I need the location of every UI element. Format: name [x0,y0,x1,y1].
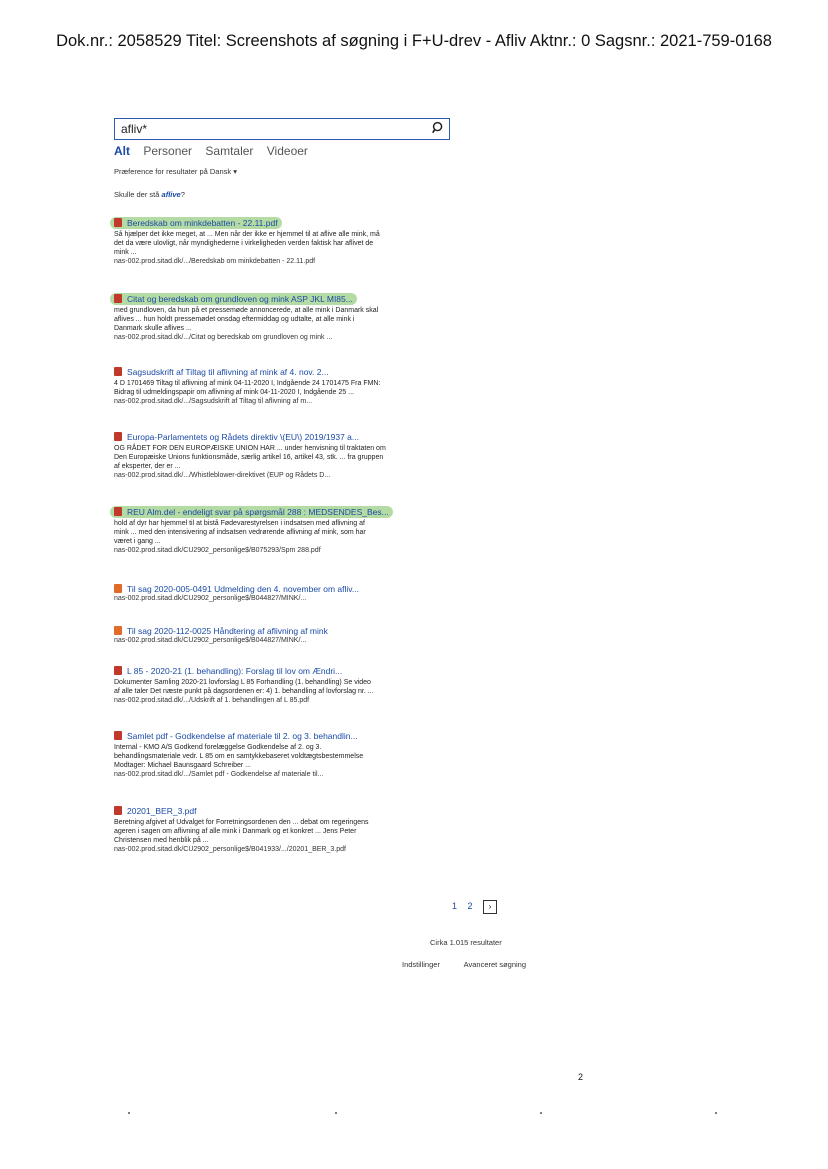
pdf-icon [114,367,122,376]
search-result [114,731,454,778]
result-title[interactable]: L 85 - 2020-21 (1. behandling): Forslag til lov om Ændri... [127,666,343,676]
pdf-icon [114,432,122,441]
result-snippet: Beretning afgivet af Udvalget for Forretningsordenen den ... debat om regeringens ageren i sagen om aflivning af alle mink i Danmark og et konkret ... Jens Peter Christensen med henblik på ... [114,819,369,844]
search-result [114,806,454,853]
result-snippet: med grundloven, da hun på et pressemøde annoncerede, at alle mink i Danmark skal aflives ... hun holdt pressemødet onsdag eftermiddag og udtalte, at alle mink i Danmark skulle aflives ... [114,307,379,332]
result-title[interactable]: Til sag 2020-112-0025 Håndtering af aflivning af mink [127,626,328,636]
result-title[interactable]: 20201_BER_3.pdf [127,806,197,816]
search-result [114,294,454,341]
search-result [114,507,454,554]
spelling-suggestion[interactable]: aflive [161,190,181,199]
scope-tabs [114,144,318,158]
result-title[interactable]: Til sag 2020-005-0491 Udmelding den 4. november om afliv... [127,584,359,594]
result-title[interactable]: Beredskab om minkdebatten - 22.11.pdf [127,218,278,228]
advanced-search-link[interactable]: Avanceret søgning [463,960,527,969]
result-url[interactable]: nas-002.prod.sitad.dk/.../Citat og beredskab om grundloven og mink ... [114,334,333,341]
pagination [452,900,497,914]
result-url[interactable]: nas-002.prod.sitad.dk/CU2902_personlige$/B044827/MINK/... [114,637,307,644]
result-count: Cirka 1.015 resultater [430,938,502,947]
result-url[interactable]: nas-002.prod.sitad.dk/.../Udskrift af 1. behandlingen af L 85.pdf [114,697,310,704]
result-title[interactable]: Europa-Parlamentets og Rådets direktiv \(EU\) 2019/1937 a... [127,432,359,442]
pdf-icon [114,731,122,740]
search-icon[interactable] [432,121,445,134]
search-input[interactable] [114,118,450,140]
result-title[interactable]: Samlet pdf - Godkendelse af materiale til 2. og 3. behandlin... [127,731,358,741]
pdf-icon [114,218,122,227]
settings-link[interactable]: Indstillinger [402,960,440,969]
scan-speck [540,1112,542,1114]
scan-speck [715,1112,717,1114]
result-snippet: Dokumenter Samling 2020-21 lovforslag L 85 Forhandling (1. behandling) Se video af alle taler Det næste punkt på dagsordenen er: 4) 1. behandling af lovforslag nr. ... [114,679,374,695]
did-you-mean: Skulle der stå aflive? [114,190,185,199]
result-url[interactable]: nas-002.prod.sitad.dk/.../Whistleblower-direktivet (EUP og Rådets D... [114,472,331,479]
result-url[interactable]: nas-002.prod.sitad.dk/.../Beredskab om minkdebatten - 22.11.pdf [114,258,316,265]
result-snippet: hold af dyr har hjemmel til at bistå Fødevarestyrelsen i indsatsen med aflivning af mink ... med den intensivering af indsatsen vedrørende aflivning af mink, som har været i gang ... [114,520,366,545]
result-snippet: Så hjælper det ikke meget, at ... Men når der ikke er hjemmel til at aflive alle mink, må det da være ulovligt, når myndighederne i virkeligheden verden faktisk har aflivet de mink ... [114,231,380,256]
result-title[interactable]: Citat og beredskab om grundloven og mink ASP JKL MI85... [127,294,353,304]
page-1-link[interactable]: 1 [452,901,458,912]
document-header: Dok.nr.: 2058529 Titel: Screenshots af søgning i F+U-drev - Afliv Aktnr.: 0 Sagsnr.: 2021-759-0168 [56,32,772,50]
scan-speck [335,1112,337,1114]
result-title[interactable]: Sagsudskrift af Tiltag til aflivning af mink af 4. nov. 2... [127,367,329,377]
tab-people[interactable]: Personer [143,144,193,158]
page-number: 2 [578,1072,584,1082]
pdf-icon [114,507,122,516]
result-title[interactable]: REU Alm.del - endeligt svar på spørgsmål 288 : MEDSENDES_Bes... [127,507,389,517]
search-result [114,626,454,644]
result-url[interactable]: nas-002.prod.sitad.dk/CU2902_personlige$/B044827/MINK/... [114,595,307,602]
result-snippet: 4 D 1701469 Tiltag til aflivning af mink 04-11-2020 I, Indgående 24 1701475 Fra FMN: Bidrag til udmeldingspapir om aflivning af mink 04-11-2020 I, Indgående 25 ... [114,380,381,396]
result-snippet: OG RÅDET FOR DEN EUROPÆISKE UNION HAR ... under henvisning til traktaten om Den Europæiske Unions funktionsmåde, særlig artikel 16, artikel 43, stk. ... fra gruppen af eksperter, der er ... [114,445,386,470]
tab-conversations[interactable]: Samtaler [205,144,254,158]
page-2-link[interactable]: 2 [467,901,473,912]
result-url[interactable]: nas-002.prod.sitad.dk/.../Samlet pdf - Godkendelse af materiale til... [114,771,324,778]
search-result [114,666,454,704]
search-result [114,218,454,265]
next-page-button[interactable]: › [483,900,497,914]
result-url[interactable]: nas-002.prod.sitad.dk/.../Sagsudskrift af Tiltag til aflivning af m... [114,398,313,405]
pdf-icon [114,806,122,815]
language-preference[interactable]: Præference for resultater på Dansk ▾ [114,167,237,176]
pdf-icon [114,294,122,303]
result-url[interactable]: nas-002.prod.sitad.dk/CU2902_personlige$/B075293/Spm 288.pdf [114,547,321,554]
footer-links [402,960,548,969]
search-result [114,584,454,602]
tab-videos[interactable]: Videoer [266,144,308,158]
search-query: afliv* [121,122,148,136]
result-url[interactable]: nas-002.prod.sitad.dk/CU2902_personlige$/B041933/.../20201_BER_3.pdf [114,846,346,853]
search-result [114,367,454,405]
scan-speck [128,1112,130,1114]
tab-all[interactable]: Alt [114,144,130,158]
mail-icon [114,584,122,593]
search-result [114,432,454,479]
result-snippet: Internal - KMO A/S Godkend forelæggelse Godkendelse af 2. og 3. behandlingsmateriale vedr. L 85 om en samtykkebaseret voldtægtsbestemmelse Modtager: Michael Baunsgaard Schreiber ... [114,744,364,769]
mail-icon [114,626,122,635]
pdf-icon [114,666,122,675]
